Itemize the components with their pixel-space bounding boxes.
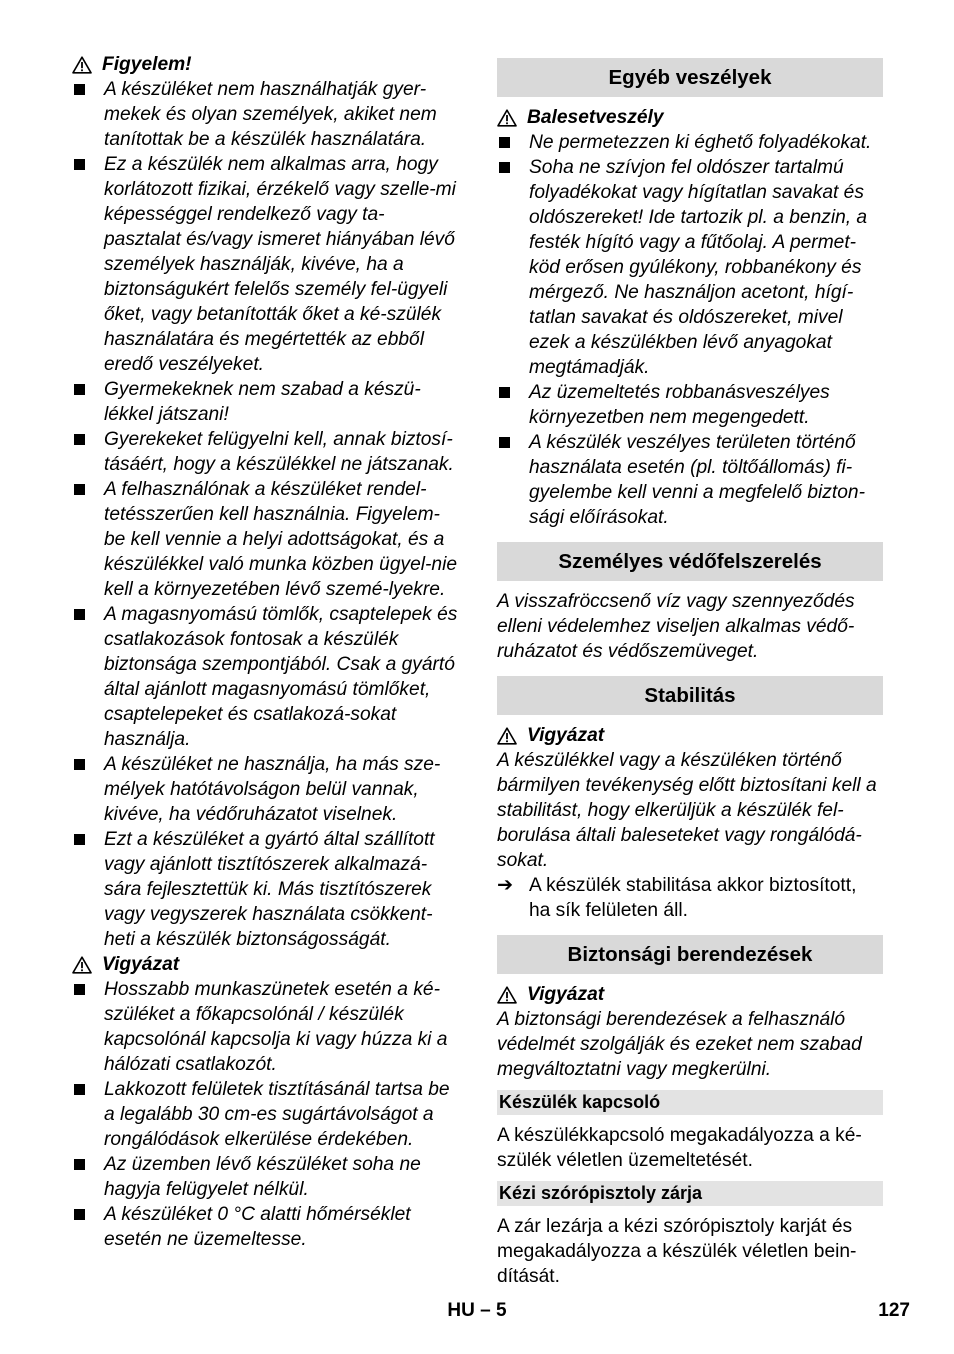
left-column: [72, 52, 460, 1252]
stability-text: A készülékkel vagy a készüléken történő bármilyen tevékenység előtt biztosítani kell a stabilitást, hogy elkerüljük a készülék fel-borulása általi baleseteket vagy rongálódá-sokat.: [497, 750, 877, 871]
list-item: A készülék veszélyes területen történő használata esetén (pl. töltőállomás) fi-gyelembe kell venni a megfelelő bizton-sági előírásokat.: [497, 430, 883, 530]
list-item: Soha ne szívjon fel oldószer tartalmú folyadékokat vagy hígítatlan savakat és oldószereket! Ide tartozik pl. a benzin, a festék hígító vagy a fűtőolaj. A permet-köd erősen gyúlékony, robbanékony és mérgező. Ne használjon acetont, hígí-tatlan savakat és oldószereket, mivel ezek a készülékben lévő anyagokat megtámadják.: [497, 155, 883, 380]
caution-heading: [72, 952, 460, 977]
section-heading-protective-equipment: Személyes védőfelszerelés: [497, 542, 883, 581]
warning-triangle-icon: [497, 986, 517, 1004]
section-heading-stability: Stabilitás: [497, 676, 883, 715]
safety-caution-title: Vigyázat: [527, 984, 605, 1005]
warning-list: [72, 77, 460, 952]
list-item: A készüléket 0 °C alatti hőmérséklet esetén ne üzemeltesse.: [72, 1202, 460, 1252]
list-item: Lakkozott felületek tisztításánál tartsa be a legalább 30 cm-es sugártávolságot a rongálódások elkerülése érdekében.: [72, 1077, 460, 1152]
list-item: Gyermekeknek nem szabad a készü-lékkel játszani!: [72, 377, 460, 427]
list-item: A magasnyomású tömlők, csaptelepek és csatlakozások fontosak a készülék biztonsága szempontjából. Csak a gyártó által ajánlott magasnyomású tömlőket, csaptelepeket és csatlakozá-sokat használja.: [72, 602, 460, 752]
footer-section-label: HU – 5: [447, 1300, 507, 1321]
safety-devices-text: A biztonsági berendezések a felhasználó védelmét szolgálják és ezeket nem szabad megváltoztatni vagy megkerülni.: [497, 1009, 862, 1080]
list-item: Az üzemben lévő készüléket soha ne hagyja felügyelet nélkül.: [72, 1152, 460, 1202]
stability-caution-heading: [497, 723, 883, 748]
list-item: Az üzemeltetés robbanásveszélyes környezetben nem megengedett.: [497, 380, 883, 430]
stability-caution-title: Vigyázat: [527, 725, 605, 746]
page-number: 127: [878, 1300, 910, 1321]
accident-warning-heading: [497, 105, 883, 130]
caution-title: Vigyázat: [102, 954, 180, 975]
list-item: Hosszabb munkaszünetek esetén a ké-szüléket a főkapcsolónál / készülék kapcsolónál kapcsolja ki vagy húzza ki a hálózati csatlakozót.: [72, 977, 460, 1077]
list-item: Ez a készülék nem alkalmas arra, hogy korlátozott fizikai, érzékelő vagy szelle-mi képességgel rendelkező vagy ta-pasztalat és/vagy ismeret hiányában lévő személyek használják, kivéve, ha a biztonságukért felelős személy fel-ügyeli őket, vagy betanították őket a ké-szülék használatára és megértették az ebből eredő veszélyeket.: [72, 152, 460, 377]
right-column: [497, 52, 883, 1289]
caution-list: [72, 977, 460, 1252]
warning-heading: [72, 52, 460, 77]
hazard-list: [497, 130, 883, 530]
list-item: A készüléket ne használja, ha más sze-mélyek hatótávolságon belül vannak, kivéve, ha védőruházatot viselnek.: [72, 752, 460, 827]
device-switch-text: A készülékkapcsoló megakadályozza a ké-szülék véletlen üzemeltetését.: [497, 1125, 862, 1171]
section-heading-other-hazards: Egyéb veszélyek: [497, 58, 883, 97]
section-heading-safety-devices: Biztonsági berendezések: [497, 935, 883, 974]
warning-title: Figyelem!: [102, 54, 192, 75]
subheading-device-switch: Készülék kapcsoló: [497, 1090, 883, 1115]
list-item: Ezt a készüléket a gyártó által szállított vagy ajánlott tisztítószerek alkalmazá-sára fejlesztettük ki. Más tisztítószerek vagy vegyszerek használata csökkent-heti a készülék biztonságosságát.: [72, 827, 460, 952]
subheading-gun-lock: Kézi szórópisztoly zárja: [497, 1181, 883, 1206]
list-item: A készüléket nem használhatják gyer-mekek és olyan személyek, akiket nem tanítottak be a készülék használatára.: [72, 77, 460, 152]
arrow-right-icon: ➔: [497, 875, 514, 896]
warning-triangle-icon: [72, 956, 92, 974]
list-item: Gyerekeket felügyelni kell, annak biztosí-tásáért, hogy a készülékkel ne játszanak.: [72, 427, 460, 477]
warning-triangle-icon: [497, 109, 517, 127]
safety-caution-heading: [497, 982, 883, 1007]
accident-warning-title: Balesetveszély: [527, 107, 664, 128]
stability-instruction-text: A készülék stabilitása akkor biztosított, ha sík felületen áll.: [529, 875, 857, 921]
list-item: Ne permetezzen ki éghető folyadékokat.: [497, 130, 883, 155]
warning-triangle-icon: [72, 56, 92, 74]
gun-lock-text: A zár lezárja a kézi szórópisztoly karját és megakadályozza a készülék véletlen bein-dítását.: [497, 1216, 857, 1287]
protective-equipment-text: A visszafröccsenő víz vagy szennyeződés elleni védelemhez viseljen alkalmas védő-ruházatot és védőszemüveget.: [497, 591, 855, 662]
stability-instruction: [497, 873, 883, 923]
warning-triangle-icon: [497, 727, 517, 745]
list-item: A felhasználónak a készüléket rendel-tetésszerűen kell használnia. Figyelem-be kell vennie a helyi adottságokat, és a készülékkel való munka közben ügyel-nie kell a környezetében lévő szemé-lyekre.: [72, 477, 460, 602]
